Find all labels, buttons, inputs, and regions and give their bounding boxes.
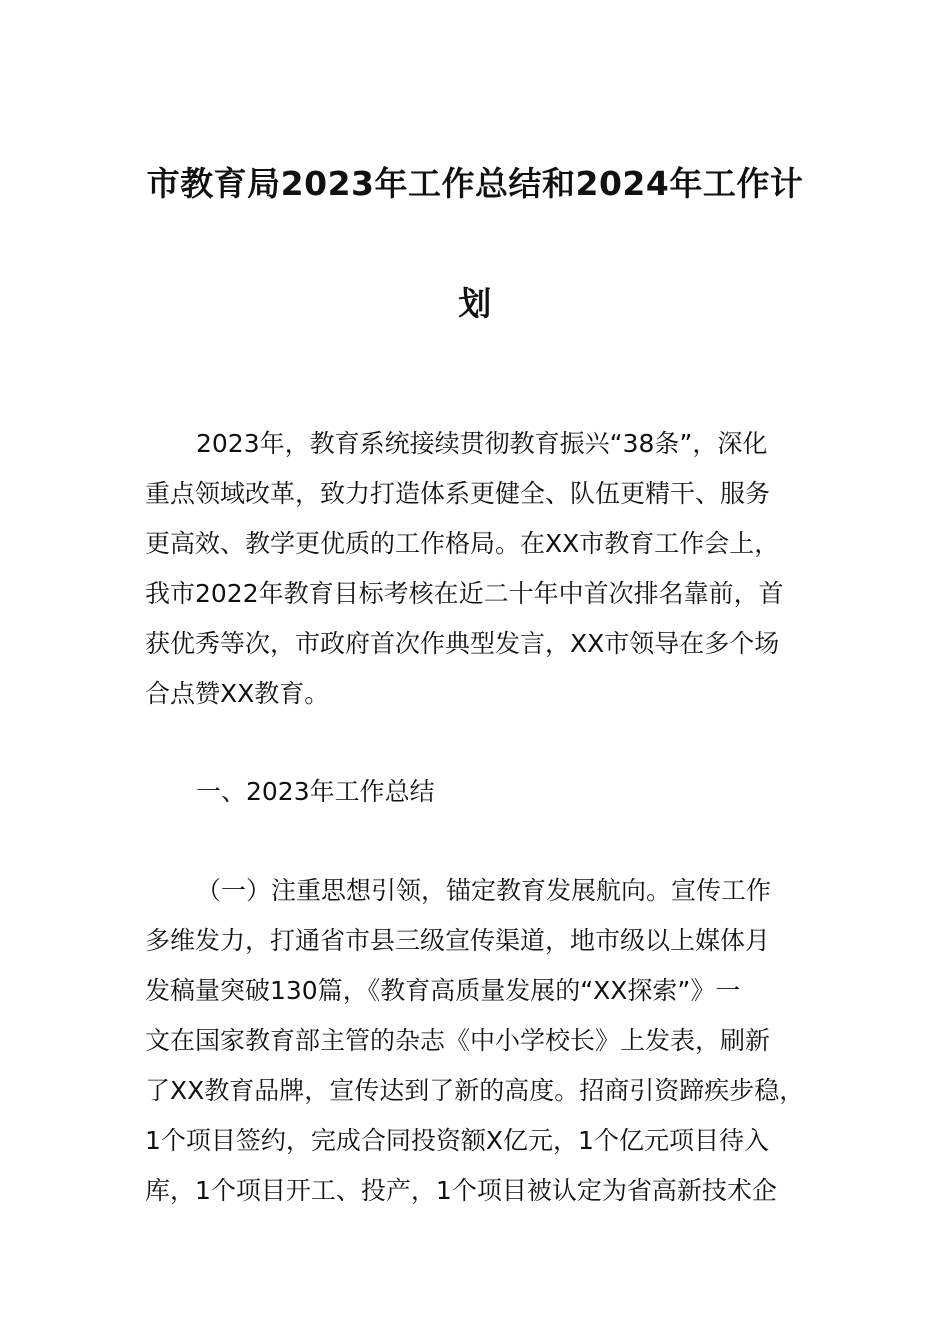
paragraph-line: 多维发力，打通省市县三级宣传渠道，地市级以上媒体月 — [145, 926, 771, 955]
document-title-line-1: 市教育局2023年工作总结和2024年工作计 — [146, 164, 804, 203]
paragraph-line: 1个项目签约，完成合同投资额X亿元，1个亿元项目待入 — [145, 1126, 769, 1155]
paragraph-line: 更高效、教学更优质的工作格局。在XX市教育工作会上， — [145, 529, 780, 558]
paragraph-line: （一）注重思想引领，锚定教育发展航向。宣传工作 — [196, 876, 772, 905]
paragraph-line: 合点赞XX教育。 — [145, 679, 330, 708]
paragraph-line: 文在国家教育部主管的杂志《中小学校长》上发表，刷新 — [145, 1026, 771, 1055]
paragraph-line: 获优秀等次，市政府首次作典型发言，XX市领导在多个场 — [145, 629, 780, 658]
paragraph-line: 2023年，教育系统接续贯彻教育振兴“38条”，深化 — [196, 429, 768, 458]
paragraph-line: 重点领域改革，致力打造体系更健全、队伍更精干、服务 — [145, 479, 771, 508]
document-title-line-2: 划 — [458, 284, 492, 323]
paragraph-line: 了XX教育品牌，宣传达到了新的高度。招商引资蹄疾步稳， — [145, 1076, 805, 1105]
section-heading: 一、2023年工作总结 — [196, 777, 435, 806]
paragraph-line: 我市2022年教育目标考核在近二十年中首次排名靠前，首 — [145, 579, 784, 608]
paragraph-line: 发稿量突破130篇，《教育高质量发展的“XX探索”》一 — [145, 976, 741, 1005]
paragraph-line: 库，1个项目开工、投产，1个项目被认定为省高新技术企 — [145, 1176, 777, 1205]
